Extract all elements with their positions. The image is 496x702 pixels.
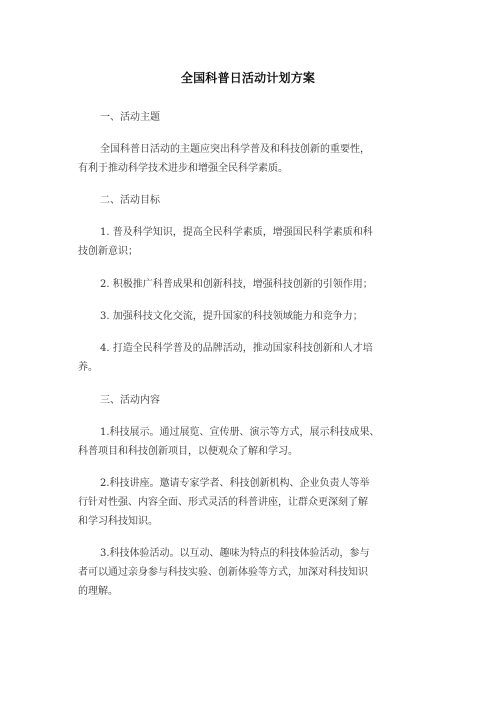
- paragraph-goal-1: 1. 普及科学知识，提高全民科学素质，增强国民科学素质和科 技创新意识；: [78, 227, 373, 257]
- document-title: 全国科普日活动计划方案: [180, 71, 316, 85]
- section-heading-goals: 二、活动目标: [100, 195, 160, 206]
- paragraph-content-3: 3.科技体验活动。以互动、趣味为特点的科技体验活动，参与 者可以通过亲身参与科技实验、创新体验等方式，加深对科技知识 的理解。: [78, 548, 370, 597]
- paragraph-goal-2: 2. 积极推广科普成果和创新科技，增强科技创新的引领作用；: [100, 279, 373, 290]
- section-heading-theme: 一、活动主题: [100, 112, 160, 123]
- paragraph-goal-4: 4. 打造全民科学普及的品牌活动，推动国家科技创新和人才培 养。: [78, 343, 373, 373]
- paragraph-content-2: 2.科技讲座。邀请专家学者、科技创新机构、企业负责人等举 行针对性强、内容全面、形式灵活的科普讲座，让群众更深刻了解 和学习科技知识。: [78, 478, 370, 527]
- paragraph-goal-3: 3. 加强科技文化交流，提升国家的科技领域能力和竞争力；: [100, 311, 363, 322]
- section-heading-content: 三、活动内容: [100, 395, 160, 406]
- paragraph-theme: 全国科普日活动的主题应突出科学普及和科技创新的重要性， 有利于推动科学技术进步和增强全民科学素质。: [78, 144, 370, 174]
- paragraph-content-1: 1.科技展示。通过展览、宣传册、演示等方式，展示科技成果、 科普项目和科技创新项目，以便观众了解和学习。: [78, 427, 380, 457]
